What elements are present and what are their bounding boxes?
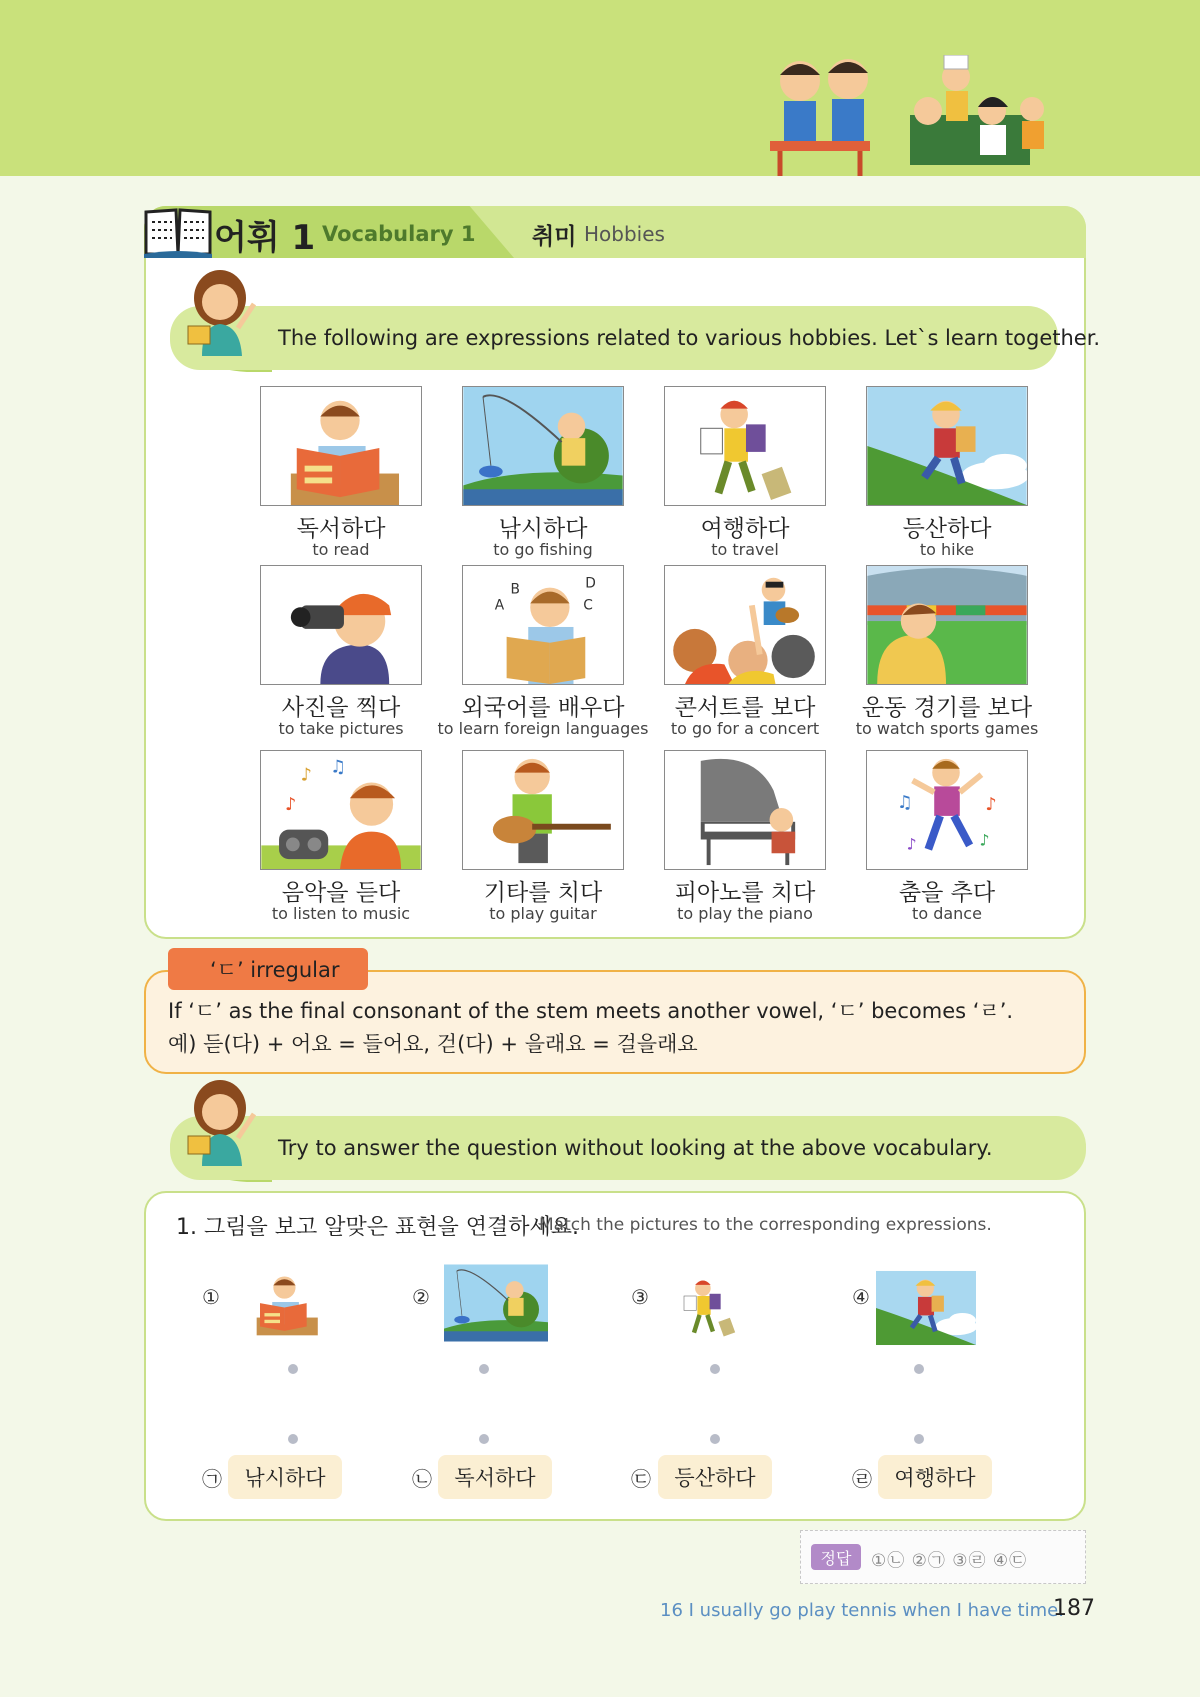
- answer-option[interactable]: 낚시하다: [228, 1455, 342, 1499]
- vocab-korean: 운동 경기를 보다: [861, 695, 1033, 721]
- practice-instruction: [170, 1116, 1086, 1180]
- section-title-english: Vocabulary 1: [322, 222, 476, 246]
- page-number: 187: [1053, 1596, 1095, 1621]
- question-korean: 1. 그림을 보고 알맞은 표현을 연결하세요.: [176, 1215, 579, 1240]
- match-dot[interactable]: [288, 1364, 298, 1374]
- picture-number: ④: [852, 1285, 870, 1309]
- vocab-korean: 독서하다: [296, 516, 386, 542]
- vocab-korean: 춤을 추다: [898, 880, 996, 906]
- answer-mark: ㉣: [852, 1467, 872, 1491]
- vocab-korean: 사진을 찍다: [281, 695, 401, 721]
- vocab-english: to play the piano: [677, 904, 813, 923]
- vocab-english: to travel: [711, 540, 779, 559]
- vocab-english: to listen to music: [271, 904, 411, 923]
- vocab-korean: 음악을 듣다: [281, 880, 401, 906]
- vocab-korean: 외국어를 배우다: [461, 695, 625, 721]
- match-dot[interactable]: [914, 1434, 924, 1444]
- photo-picture: [260, 565, 422, 685]
- vocab-korean: 등산하다: [902, 516, 992, 542]
- vocab-english: to take pictures: [278, 719, 404, 738]
- match-dot[interactable]: [710, 1364, 720, 1374]
- irregular-rule-example: 예) 듣(다) + 어요 = 들어요, 걷(다) + 을래요 = 걸을래요: [168, 1032, 698, 1056]
- vocab-korean: 피아노를 치다: [674, 880, 816, 906]
- hiking-picture: [866, 386, 1028, 506]
- answer-mark: ㉢: [631, 1467, 651, 1491]
- travel-picture: [664, 386, 826, 506]
- intro-instruction-text: The following are expressions related to various hobbies. Let`s learn together.: [278, 326, 1101, 350]
- piano-picture: [664, 750, 826, 870]
- hobby-people-illustration: [770, 55, 1060, 176]
- vocab-korean: 낚시하다: [498, 516, 588, 542]
- fishing-picture: [444, 1260, 548, 1346]
- vocab-english: to go for a concert: [670, 719, 820, 738]
- match-dot[interactable]: [479, 1434, 489, 1444]
- teacher-icon: [180, 268, 270, 356]
- answer-option[interactable]: 독서하다: [438, 1455, 552, 1499]
- hiking-picture: [876, 1264, 976, 1352]
- music-picture: [260, 750, 422, 870]
- topic-korean: 취미: [532, 224, 577, 250]
- travel-picture: [664, 1262, 754, 1350]
- sports-game-picture: [866, 565, 1028, 685]
- answer-option[interactable]: 여행하다: [878, 1455, 992, 1499]
- lesson-footer: 16 I usually go play tennis when I have time.: [660, 1600, 1064, 1621]
- vocab-korean: 여행하다: [700, 516, 790, 542]
- match-dot[interactable]: [914, 1364, 924, 1374]
- vocab-english: to read: [312, 540, 370, 559]
- answer-key-label: 정답: [811, 1544, 861, 1570]
- open-book-icon: [142, 206, 214, 258]
- reading-picture: [240, 1262, 330, 1342]
- practice-instruction-text: Try to answer the question without looking at the above vocabulary.: [278, 1136, 993, 1160]
- fishing-picture: [462, 386, 624, 506]
- concert-picture: [664, 565, 826, 685]
- answer-key-text: ①㉡ ②㉠ ③㉣ ④㉢: [871, 1551, 1028, 1571]
- picture-number: ②: [412, 1285, 430, 1309]
- question-english: Match the pictures to the corresponding expressions.: [539, 1215, 992, 1235]
- section-title-korean: 어휘 1: [214, 218, 316, 258]
- guitar-picture: [462, 750, 624, 870]
- irregular-rule-tab: ‘ㄷ’ irregular: [168, 948, 368, 990]
- match-dot[interactable]: [710, 1434, 720, 1444]
- dance-picture: [866, 750, 1028, 870]
- answer-mark: ㉠: [202, 1467, 222, 1491]
- vocab-english: to hike: [919, 540, 975, 559]
- vocab-korean: 콘서트를 보다: [674, 695, 816, 721]
- vocab-english: to watch sports games: [855, 719, 1039, 738]
- answer-option[interactable]: 등산하다: [658, 1455, 772, 1499]
- reading-picture: [260, 386, 422, 506]
- intro-instruction: [170, 306, 1101, 370]
- answer-mark: ㉡: [412, 1467, 432, 1491]
- picture-number: ①: [202, 1285, 220, 1309]
- language-picture: [462, 565, 624, 685]
- match-dot[interactable]: [479, 1364, 489, 1374]
- vocab-english: to play guitar: [489, 904, 597, 923]
- teacher-icon: [180, 1078, 270, 1166]
- vocab-english: to go fishing: [493, 540, 593, 559]
- match-dot[interactable]: [288, 1434, 298, 1444]
- vocab-korean: 기타를 치다: [483, 880, 603, 906]
- vocab-english: to learn foreign languages: [437, 719, 649, 738]
- topic-english: Hobbies: [584, 222, 665, 246]
- picture-number: ③: [631, 1285, 649, 1309]
- vocab-english: to dance: [912, 904, 982, 923]
- irregular-rule-text: If ‘ㄷ’ as the final consonant of the stem meets another vowel, ‘ㄷ’ becomes ‘ㄹ’.: [168, 999, 1014, 1023]
